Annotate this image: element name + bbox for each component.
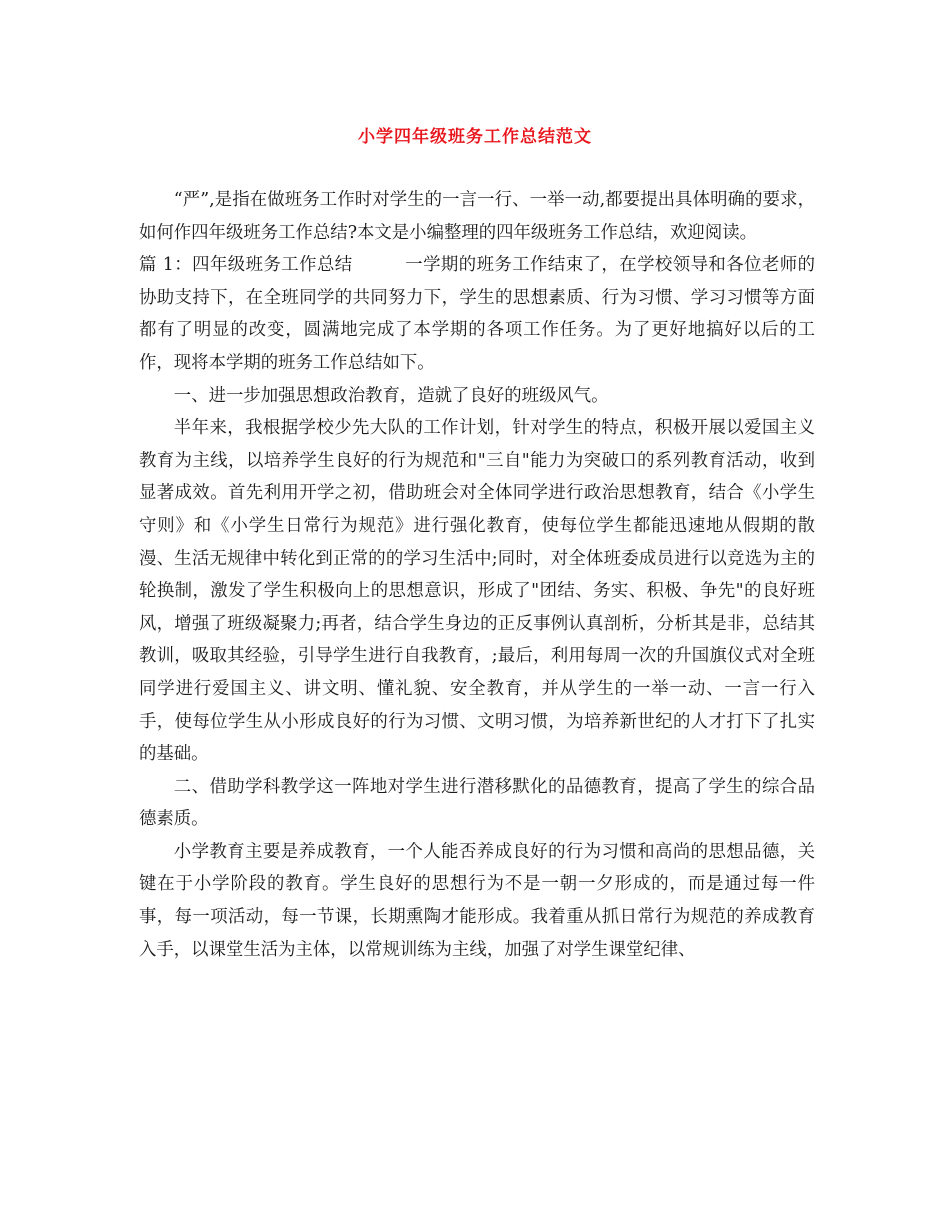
- document-body: [139, 184, 815, 966]
- heading-two: 二、借助学科教学这一阵地对学生进行潜移默化的品德教育，提高了学生的综合品德素质。: [139, 776, 815, 830]
- document-title: 小学四年级班务工作总结范文: [358, 127, 592, 147]
- intro-paragraph: “严”,是指在做班务工作时对学生的一言一行、一举一动,都要提出具体明确的要求，如何作四年级班务工作总结?本文是小编整理的四年级班务工作总结，欢迎阅读。: [139, 190, 815, 243]
- section-paragraph: [139, 249, 815, 379]
- paragraph-one: 半年来，我根据学校少先大队的工作计划，针对学生的特点，积极开展以爱国主义教育为主线，以培养学生良好的行为规范和"三自"能力为突破口的系列教育活动，收到显著成效。首先利用开学之初，借助班会对全体同学进行政治思想教育，结合《小学生守则》和《小学生日常行为规范》进行强化教育，使每位学生都能迅速地从假期的散漫、生活无规律中转化到正常的的学习生活中;同时，对全体班委成员进行以竞选为主的轮换制，激发了学生积极向上的思想意识，形成了"团结、务实、积极、争先"的良好班风，增强了班级凝聚力;再者，结合学生身边的正反事例认真剖析，分析其是非，总结其教训，吸取其经验，引导学生进行自我教育，;最后，利用每周一次的升国旗仪式对全班同学进行爱国主义、讲文明、懂礼貌、安全教育，并从学生的一举一动、一言一行入手，使每位学生从小形成良好的行为习惯、文明习惯，为培养新世纪的人才打下了扎实的基础。: [139, 418, 815, 765]
- section-text: 一学期的班务工作结束了，在学校领导和各位老师的协助支持下，在全班同学的共同努力下，学生的思想素质、行为习惯、学习习惯等方面都有了明显的改变，圆满地完成了本学期的各项工作任务。为了更好地搞好以后的工作，现将本学期的班务工作总结如下。: [139, 255, 815, 373]
- heading-one: 一、进一步加强思想政治教育，造就了良好的班级风气。: [173, 385, 609, 406]
- paragraph-two: 小学教育主要是养成教育，一个人能否养成良好的行为习惯和高尚的思想品德，关键在于小学阶段的教育。学生良好的思想行为不是一朝一夕形成的，而是通过每一件事，每一项活动，每一节课，长期熏陶才能形成。我着重从抓日常行为规范的养成教育入手，以课堂生活为主体，以常规训练为主线，加强了对学生课堂纪律、: [139, 841, 815, 960]
- section-heading: 篇 1：四年级班务工作总结: [139, 255, 353, 276]
